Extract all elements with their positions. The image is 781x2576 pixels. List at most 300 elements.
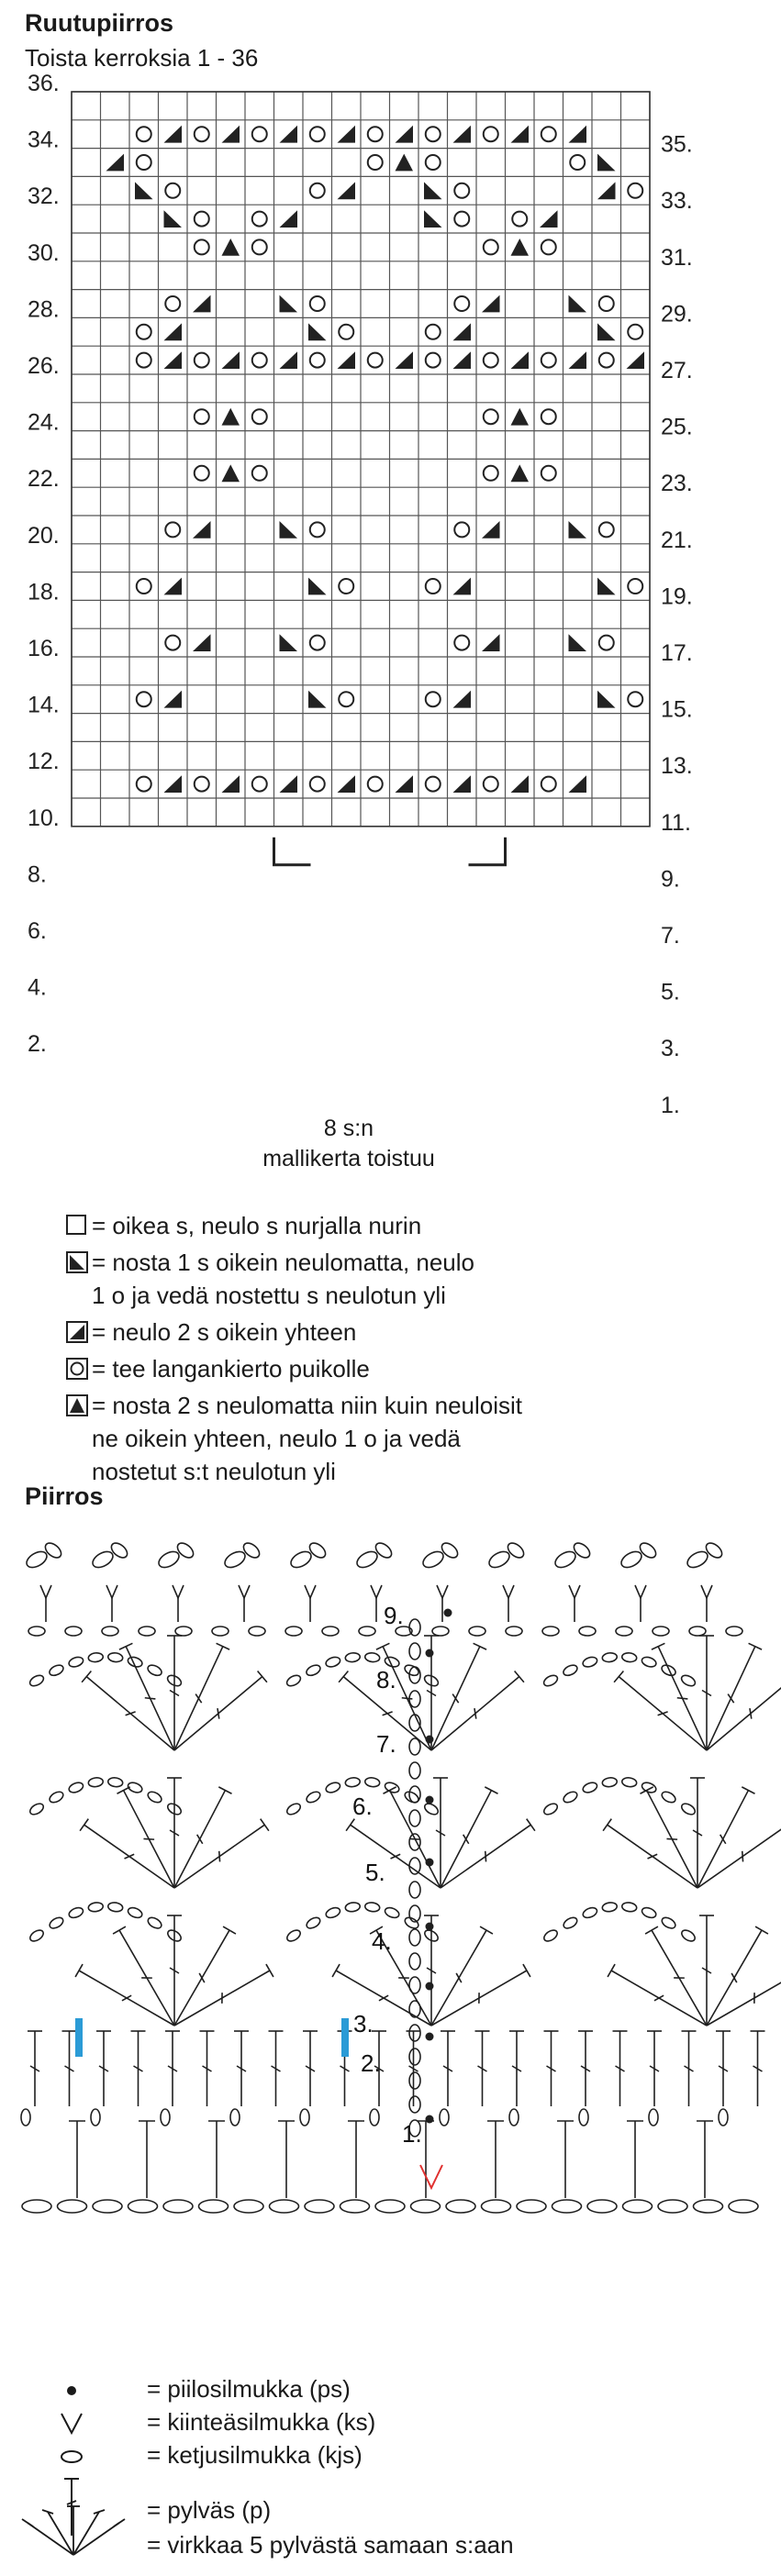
slip-stitch <box>426 1736 434 1744</box>
chain-stitch <box>305 1790 322 1804</box>
chain-stitch <box>621 1902 637 1913</box>
double-crochet-slash <box>145 1698 156 1699</box>
chain-stitch <box>88 1902 104 1913</box>
crochet-legend-text: = pylväs (p) <box>147 2496 272 2524</box>
chain-stitch <box>359 1627 375 1636</box>
row-label: 1. <box>402 2120 422 2148</box>
double-crochet-slash <box>742 1851 743 1862</box>
k2tog-triangle-icon <box>66 1321 88 1343</box>
chain-stitch <box>579 1627 596 1636</box>
double-crochet-top <box>258 1671 267 1682</box>
chain-stitch <box>270 2200 299 2213</box>
chain-stitch <box>222 1549 248 1571</box>
chain-stitch <box>409 2072 420 2089</box>
chain-stitch <box>28 1802 46 1817</box>
slip-stitch <box>426 1982 434 1991</box>
chain-stitch <box>653 1627 669 1636</box>
row-number-left: 12. <box>28 749 60 775</box>
chain-stitch <box>68 1781 84 1794</box>
chain-stitch <box>658 2200 687 2213</box>
chain-stitch <box>88 1652 104 1662</box>
chain-stitch <box>637 1540 658 1560</box>
chain-stitch <box>354 1549 380 1571</box>
chain-stitch <box>345 1652 361 1662</box>
chain-stitch <box>660 1915 677 1930</box>
chain-stitch <box>127 1781 143 1794</box>
knit-chart-subtitle: Toista kerroksia 1 - 36 <box>25 44 259 72</box>
row-number-left: 16. <box>28 636 60 661</box>
row-number-right: 19. <box>661 583 693 610</box>
chain-stitch <box>486 1549 512 1571</box>
knit-legend-text: = nosta 2 s neulomatta niin kuin neuloisit ne oikein yhteen, neulo 1 o ja vedä nostetut s:t neulotun yli <box>92 1392 523 1485</box>
chain-stitch <box>102 1627 118 1636</box>
chain-stitch <box>234 2200 263 2213</box>
chain-stitch <box>364 1652 380 1662</box>
chain-stitch <box>285 1627 302 1636</box>
chain-stitch <box>409 2049 420 2065</box>
double-crochet <box>707 1677 781 1750</box>
row-number-left: 18. <box>28 579 60 605</box>
chain-stitch <box>694 2200 723 2213</box>
chain-stitch <box>364 1777 380 1788</box>
double-crochet <box>697 1825 781 1888</box>
repeat-bracket-left <box>274 838 311 865</box>
double-crochet-slash <box>219 1851 220 1862</box>
start-marker <box>420 2165 442 2188</box>
double-crochet-top <box>608 1964 615 1977</box>
chain-stitch <box>562 1790 579 1804</box>
chain-stitch <box>409 1762 420 1779</box>
knit-legend-item-cdd <box>66 1389 708 1490</box>
double-crochet-top <box>82 1671 91 1682</box>
chain-stitch <box>621 1652 637 1662</box>
single-crochet <box>569 1585 580 1598</box>
chain-stitch <box>68 1905 84 1919</box>
slip-stitch <box>444 1609 452 1617</box>
crochet-legend-text: = virkkaa 5 pylvästä samaan s:aan <box>147 2531 514 2559</box>
chain-stitch <box>571 1540 592 1560</box>
double-crochet-top <box>75 1964 83 1977</box>
chain-stitch <box>108 1540 129 1560</box>
row-number-right: 35. <box>661 131 693 158</box>
row-number-right: 5. <box>661 979 680 1005</box>
chain-stitch <box>107 1902 123 1913</box>
row-number-right: 27. <box>661 358 693 383</box>
double-crochet-slash <box>126 1712 136 1715</box>
chain-stitch <box>139 1627 155 1636</box>
chain-stitch <box>285 1802 303 1817</box>
chain-stitch <box>602 1652 618 1662</box>
chain-stitch <box>403 1915 420 1930</box>
chain-stitch <box>411 2200 441 2213</box>
row-number-right: 25. <box>661 414 693 440</box>
chain-stitch <box>660 1790 677 1804</box>
chain-stitch <box>230 2109 240 2126</box>
knit-chart-grid <box>0 0 781 1211</box>
chain-stitch <box>621 1777 637 1788</box>
row-number-left: 14. <box>28 692 60 718</box>
knit-legend-item-k2tog <box>66 1316 708 1352</box>
chain-stitch <box>42 1540 63 1560</box>
row-number-left: 4. <box>28 974 47 1001</box>
chain-stitch <box>552 1549 578 1571</box>
chain-stitch <box>680 1802 697 1817</box>
row-number-right: 1. <box>661 1092 680 1118</box>
chain-stitch <box>345 1902 361 1913</box>
slip-stitch <box>426 2115 434 2124</box>
chain-stitch <box>409 1810 420 1827</box>
chain-stitch <box>199 2200 229 2213</box>
knit-legend-item-yo <box>66 1352 708 1389</box>
row-number-right: 31. <box>661 244 693 271</box>
chain-stitch <box>689 1627 706 1636</box>
knit-legend-item-skp <box>66 1246 708 1316</box>
chain-stitch <box>542 1627 559 1636</box>
row-label: 5. <box>365 1859 385 1886</box>
chain-stitch <box>28 1673 46 1688</box>
chain-stitch <box>587 2200 617 2213</box>
slip-stitch <box>426 1796 434 1804</box>
double-crochet-slash <box>474 1708 476 1719</box>
skp-triangle-icon <box>66 1251 88 1273</box>
chain-stitch <box>729 2200 758 2213</box>
grid-lines <box>72 92 650 827</box>
row-label: 6. <box>352 1793 373 1820</box>
double-crochet-top <box>119 1643 133 1649</box>
chain-stitch <box>384 1905 400 1919</box>
chain-stitch <box>288 1549 314 1571</box>
row-number-right: 3. <box>661 1036 680 1062</box>
chain-stitch <box>641 1905 657 1919</box>
chain-stitch <box>552 2200 582 2213</box>
chain-stitch <box>582 1781 598 1794</box>
chain-stitch <box>719 2109 728 2126</box>
row-number-right: 33. <box>661 188 693 215</box>
double-crochet-slash <box>658 1712 668 1715</box>
chain-stitch <box>107 1652 123 1662</box>
double-crochet <box>707 1971 781 2026</box>
double-crochet-top <box>485 1787 497 1793</box>
chain-stitch <box>212 1627 229 1636</box>
crochet-legend-text: = kiinteäsilmukka (ks) <box>147 2408 376 2436</box>
chain-stitch <box>680 1928 697 1944</box>
row-number-right: 11. <box>661 809 691 836</box>
single-crochet <box>635 1585 646 1598</box>
chain-stitch <box>146 1790 163 1804</box>
empty-square-icon <box>66 1215 86 1235</box>
double-crochet-top <box>266 1964 273 1977</box>
double-crochet-top <box>652 1643 665 1649</box>
double-crochet-top <box>332 1964 340 1977</box>
crochet-legend-text: = piilosilmukka (ps) <box>147 2375 351 2403</box>
row-number-left: 20. <box>28 522 60 549</box>
single-crochet <box>40 1585 51 1598</box>
chain-stitch <box>482 2200 511 2213</box>
crochet-legend-text: = ketjusilmukka (kjs) <box>147 2441 363 2469</box>
chain-stitch <box>649 2109 658 2126</box>
chain-stitch <box>423 1802 441 1817</box>
slip-stitch <box>426 1649 434 1658</box>
chain-stitch <box>703 1540 724 1560</box>
slip-stitch <box>426 1923 434 1931</box>
chain-stitch <box>127 1905 143 1919</box>
chain-stitch <box>58 2200 87 2213</box>
double-crochet-slash <box>750 1708 752 1719</box>
ps-dot-icon <box>53 2380 90 2402</box>
chain-stitch <box>409 1977 420 1993</box>
double-crochet-top <box>603 1819 611 1831</box>
double-crochet-slash <box>677 1698 688 1699</box>
chain-stitch <box>726 1627 742 1636</box>
chain-stitch <box>163 2200 193 2213</box>
double-crochet-slash <box>485 1851 486 1862</box>
chain-stitch <box>90 1549 116 1571</box>
chain-stitch <box>65 1627 82 1636</box>
chain-stitch <box>623 2200 653 2213</box>
double-crochet-top <box>755 1926 768 1934</box>
chain-stitch <box>619 1549 644 1571</box>
knit-legend-item-empty <box>66 1209 708 1246</box>
row-number-right: 13. <box>661 753 693 780</box>
row-number-left: 28. <box>28 296 60 323</box>
chain-stitch <box>305 1663 322 1678</box>
row-number-right: 15. <box>661 696 693 723</box>
chain-stitch <box>285 1928 303 1944</box>
chain-stitch <box>325 1656 341 1669</box>
single-crochet <box>305 1585 316 1598</box>
chain-stitch <box>420 1549 446 1571</box>
row-number-right: 23. <box>661 471 693 497</box>
yarn-over-circle-icon <box>66 1358 88 1380</box>
chain-stitch <box>439 1540 460 1560</box>
chain-stitch <box>364 1902 380 1913</box>
double-crochet-slash <box>143 1838 154 1839</box>
chain-stitch <box>409 1643 420 1660</box>
double-crochet-top <box>749 1643 763 1649</box>
knit-legend-text: = nosta 1 s oikein neulomatta, neulo 1 o ja vedä nostettu s neulotun yli <box>92 1249 475 1309</box>
row-label: 3. <box>353 2010 374 2037</box>
chain-stitch <box>409 2001 420 2017</box>
repeat-label-text: mallikerta toistuu <box>262 1146 435 1171</box>
double-crochet-top <box>218 1787 231 1793</box>
slip-stitch <box>426 2033 434 2041</box>
chain-stitch <box>161 2109 170 2126</box>
chain-stitch <box>91 2109 100 2126</box>
chain-stitch <box>409 1929 420 1946</box>
row-number-right: 17. <box>661 640 693 666</box>
chain-stitch <box>562 1915 579 1930</box>
chain-stitch <box>240 1540 262 1560</box>
chain-stitch <box>146 1663 163 1678</box>
row-number-left: 6. <box>28 918 47 944</box>
chain-stitch <box>21 2109 30 2126</box>
row-number-right: 29. <box>661 301 693 328</box>
chain-stitch <box>340 2200 370 2213</box>
row-number-left: 32. <box>28 183 60 210</box>
knit-legend <box>66 1209 708 1490</box>
chain-stitch <box>542 1802 560 1817</box>
row-number-right: 9. <box>661 866 680 893</box>
chain-stitch <box>48 1663 65 1678</box>
chain-stitch <box>409 1738 420 1755</box>
chain-stitch <box>48 1915 65 1930</box>
ks-v-icon <box>53 2409 90 2437</box>
row-number-left: 22. <box>28 466 60 493</box>
row-number-right: 7. <box>661 923 680 949</box>
chain-stitch <box>249 1627 265 1636</box>
repeat-bracket-right <box>469 838 506 865</box>
double-crochet-top <box>480 1926 493 1934</box>
double-crochet-slash <box>666 1838 677 1839</box>
chain-stitch <box>409 1858 420 1874</box>
chain-stitch <box>107 1777 123 1788</box>
double-crochet-top <box>80 1819 88 1831</box>
chain-stitch <box>409 2096 420 2113</box>
knit-legend-text: = oikea s, neulo s nurjalla nurin <box>92 1212 422 1239</box>
row-label: 2. <box>361 2049 381 2077</box>
row-number-left: 36. <box>28 71 60 96</box>
chain-stitch <box>409 1619 420 1636</box>
chain-stitch <box>28 1627 45 1636</box>
double-crochet-top <box>376 1643 390 1649</box>
double-crochet-top <box>474 1643 487 1649</box>
chain-stitch <box>582 1905 598 1919</box>
chain-stitch <box>174 1540 195 1560</box>
row-number-left: 24. <box>28 409 60 436</box>
single-crochet <box>503 1585 514 1598</box>
row-number-right: 21. <box>661 527 693 553</box>
row-number-left: 10. <box>28 805 60 831</box>
chain-stitch <box>432 1627 449 1636</box>
blue-marker <box>341 2018 349 2057</box>
double-crochet-top <box>515 1671 524 1682</box>
row-number-left: 30. <box>28 239 60 266</box>
chain-stitch <box>300 2109 309 2126</box>
chain-stitch <box>28 1928 46 1944</box>
row-number-left: 8. <box>28 861 47 888</box>
double-crochet-slash <box>402 1698 413 1699</box>
chain-stitch <box>506 1627 522 1636</box>
double-crochet-top <box>261 1819 269 1831</box>
chain-stitch <box>22 2200 51 2213</box>
single-crochet <box>173 1585 184 1598</box>
chain-stitch <box>285 1673 303 1688</box>
chain-stitch <box>509 2109 519 2126</box>
chain-stitch <box>641 1656 657 1669</box>
chain-stitch <box>175 1627 192 1636</box>
row-label: 4. <box>372 1927 392 1955</box>
single-crochet <box>437 1585 448 1598</box>
kjs-oval-icon <box>53 2446 90 2468</box>
fan-5-icon <box>18 2486 128 2559</box>
knit-chart-title: Ruutupiirros <box>25 9 173 37</box>
double-crochet-top <box>527 1819 535 1831</box>
chain-stitch <box>685 1549 710 1571</box>
chain-stitch <box>146 1915 163 1930</box>
blue-marker <box>75 2018 83 2057</box>
double-crochet-top <box>523 1964 530 1977</box>
chain-stitch <box>579 2109 588 2126</box>
row-label: 9. <box>384 1602 404 1629</box>
slip-stitch <box>426 1859 434 1867</box>
single-crochet <box>371 1585 382 1598</box>
crochet-chart <box>0 1523 781 2348</box>
chain-stitch <box>305 1915 322 1930</box>
chain-stitch <box>370 2109 379 2126</box>
chain-stitch <box>505 1540 526 1560</box>
chain-stitch <box>325 1905 341 1919</box>
chain-stitch <box>409 1953 420 1970</box>
chain-stitch <box>127 1656 143 1669</box>
knit-legend-text: = tee langankierto puikolle <box>92 1355 370 1382</box>
single-crochet <box>106 1585 117 1598</box>
chain-stitch <box>375 2200 405 2213</box>
double-crochet-top <box>339 1671 348 1682</box>
chain-stitch <box>345 1777 361 1788</box>
chain-stitch <box>409 2025 420 2041</box>
double-crochet-top <box>113 1926 126 1934</box>
single-crochet <box>239 1585 250 1598</box>
chain-stitch <box>88 1777 104 1788</box>
double-crochet-slash <box>383 1712 393 1715</box>
double-crochet-top <box>346 1819 354 1831</box>
double-crochet-slash <box>218 1708 219 1719</box>
crochet-chart-title: Piirros <box>25 1482 104 1510</box>
chain-stitch <box>48 1790 65 1804</box>
chain-stitch <box>307 1540 328 1560</box>
row-number-left: 26. <box>28 353 60 379</box>
chain-stitch <box>446 2200 475 2213</box>
chain-stitch <box>24 1549 50 1571</box>
chain-stitch <box>562 1663 579 1678</box>
chain-stitch <box>325 1781 341 1794</box>
chain-stitch <box>322 1627 339 1636</box>
row-number-left: 34. <box>28 127 60 153</box>
double-crochet-slash <box>409 1838 420 1839</box>
double-crochet-top <box>742 1787 754 1793</box>
chain-stitch <box>542 1928 560 1944</box>
chain-stitch <box>305 2200 334 2213</box>
chain-stitch <box>542 1673 560 1688</box>
chain-stitch <box>582 1656 598 1669</box>
double-crochet-top <box>223 1926 236 1934</box>
double-crochet-top <box>645 1926 658 1934</box>
chain-stitch <box>517 2200 546 2213</box>
chain-stitch <box>409 1882 420 1898</box>
chain-stitch <box>403 1663 420 1678</box>
chain-stitch <box>156 1549 182 1571</box>
single-crochet <box>701 1585 712 1598</box>
knit-legend-text: = neulo 2 s oikein yhteen <box>92 1318 357 1346</box>
chain-stitch <box>93 2200 122 2213</box>
chain-stitch <box>128 2200 158 2213</box>
cdd-triangle-icon <box>66 1394 88 1416</box>
chain-stitch <box>440 2109 449 2126</box>
chain-stitch <box>602 1777 618 1788</box>
chain-stitch <box>616 1627 632 1636</box>
chain-stitch <box>373 1540 394 1560</box>
double-crochet-top <box>217 1643 230 1649</box>
chain-stitch <box>680 1673 697 1688</box>
row-number-left: 2. <box>28 1031 47 1058</box>
repeat-label <box>229 1116 468 1172</box>
repeat-label-count: 8 s:n <box>323 1116 374 1141</box>
row-label: 7. <box>376 1730 396 1758</box>
double-crochet-top <box>614 1671 623 1682</box>
row-label: 8. <box>376 1666 396 1693</box>
crochet-legend <box>18 2369 753 2570</box>
chain-stitch <box>68 1656 84 1669</box>
